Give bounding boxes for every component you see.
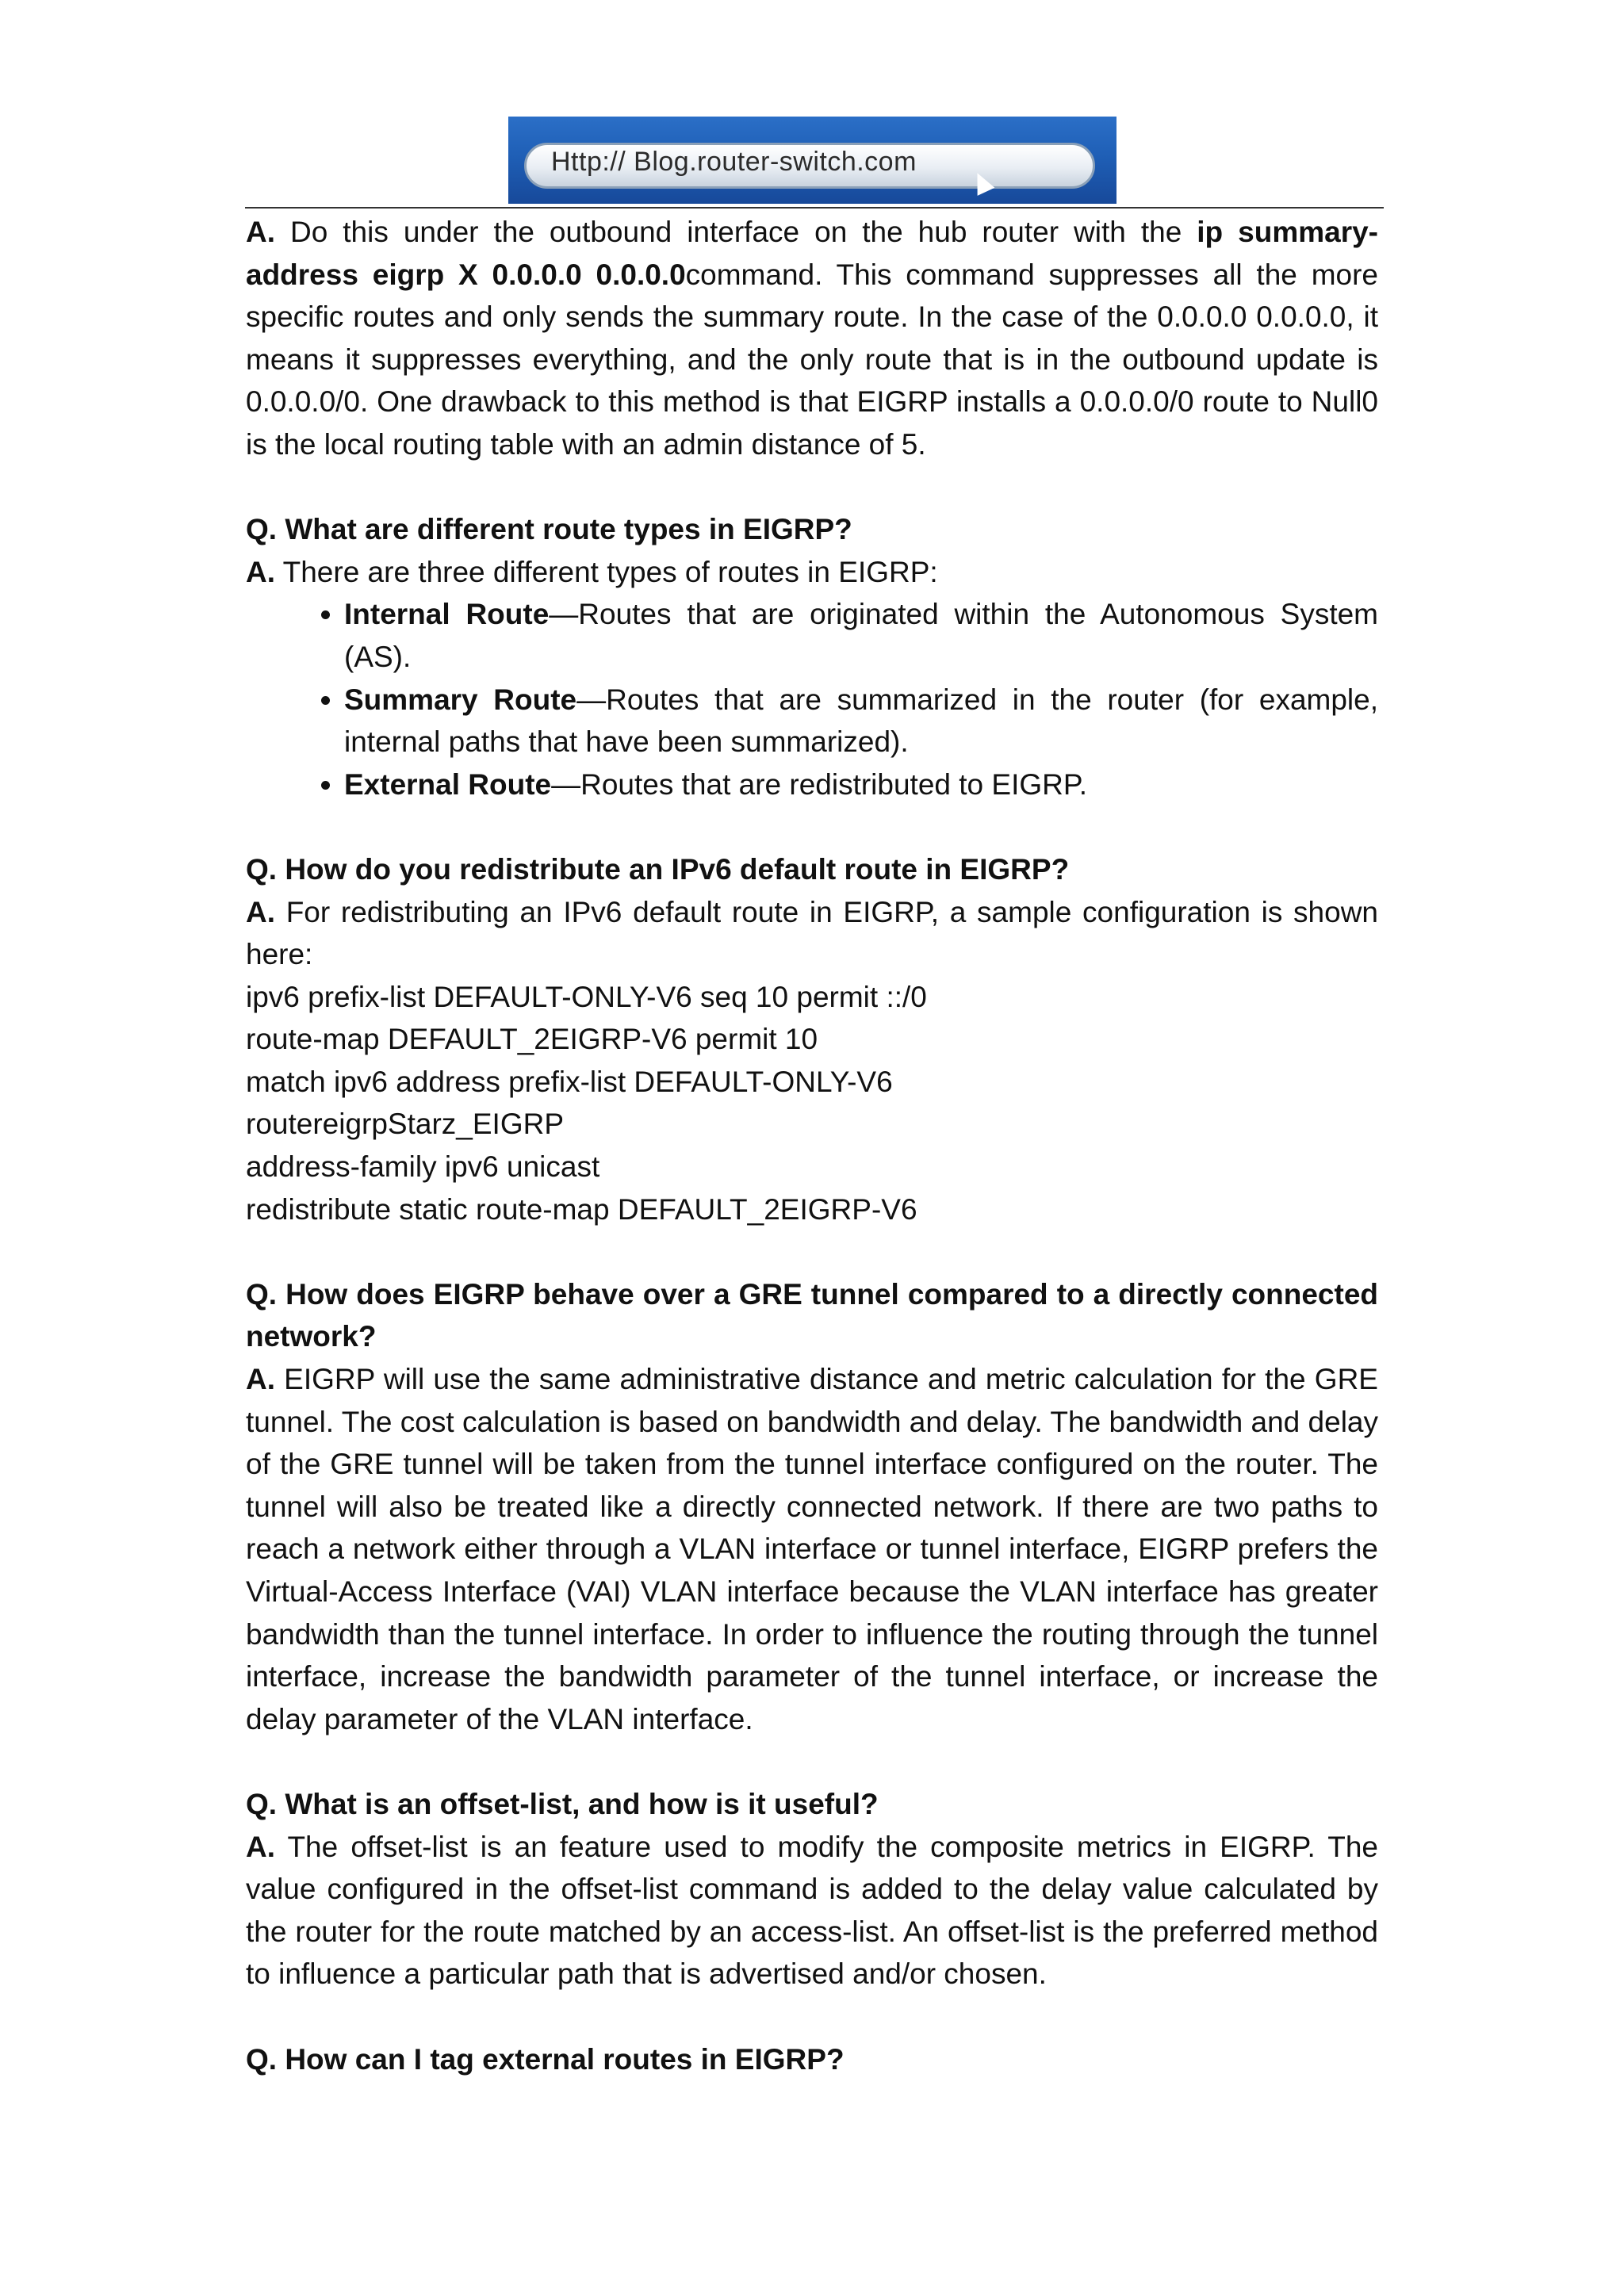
intro-text-1: Do this under the outbound interface on the hub router with the — [275, 216, 1197, 248]
config-line: match ipv6 address prefix-list DEFAULT-ONLY-V6 — [246, 1065, 893, 1098]
question-ipv6-default: Q. How do you redistribute an IPv6 default route in EIGRP? — [246, 852, 1070, 886]
header-rule — [245, 207, 1384, 209]
list-item: • Summary Route—Routes that are summarized in the router (for example, internal paths that have been summarized). — [344, 679, 1378, 763]
banner-url-text: Http:// Blog.router-switch.com — [551, 147, 917, 177]
blog-banner — [508, 117, 1116, 204]
answer-ipv6-default: A. For redistributing an IPv6 default route in EIGRP, a sample configuration is shown here: — [246, 895, 1378, 971]
answer-gre: A. EIGRP will use the same administrative distance and metric calculation for the GRE tunnel. The cost calculation is based on bandwidth and delay. The bandwidth and delay of the GRE tunnel will be taken from the tunnel interface configured on the router. The tunnel will also be treated like a directly connected network. If there are two paths to reach a network either through a VLAN interface or tunnel interface, EIGRP prefers the Virtual-Access Interface (VAI) VLAN interface because the VLAN interface has greater bandwidth than the tunnel interface. In order to influence the routing through the tunnel interface, increase the bandwidth parameter of the tunnel interface, or increase the delay parameter of the VLAN interface. — [246, 1363, 1378, 1735]
question-gre: Q. How does EIGRP behave over a GRE tunnel compared to a directly connected network? — [246, 1277, 1378, 1353]
config-line: redistribute static route-map DEFAULT_2EIGRP-V6 — [246, 1192, 917, 1226]
config-line: route-map DEFAULT_2EIGRP-V6 permit 10 — [246, 1023, 818, 1056]
question-offset-list: Q. What is an offset-list, and how is it useful? — [246, 1787, 879, 1820]
intro-text-2: command. This command suppresses all the more specific routes and only sends the summary route. In the case of the 0.0.0.0 0.0.0.0, it means it suppresses everything, and the only route that is in the outbound update is 0.0.0.0/0. One drawback to this method is that EIGRP installs a 0.0.0.0/0 route to Null0 is the local routing table with an admin distance of 5. — [246, 258, 1378, 461]
intro-command: ip summary-address eigrp X 0.0.0.0 0.0.0.0 — [246, 216, 1379, 291]
config-line: address-family ipv6 unicast — [246, 1150, 600, 1184]
route-types-list — [246, 593, 1378, 806]
list-item: • External Route—Routes that are redistributed to EIGRP. — [344, 763, 1378, 806]
answer-route-types: A. There are three different types of routes in EIGRP: — [246, 555, 938, 588]
intro-answer — [246, 211, 1378, 466]
list-item: • Internal Route—Routes that are originated within the Autonomous System (AS). — [344, 593, 1378, 678]
document-body — [246, 211, 1378, 2080]
question-tag-external: Q. How can I tag external routes in EIGRP? — [246, 2042, 845, 2076]
answer-label: A. — [246, 216, 275, 248]
question-route-types: Q. What are different route types in EIGRP? — [246, 513, 852, 546]
config-line: ipv6 prefix-list DEFAULT-ONLY-V6 seq 10 permit ::/0 — [246, 980, 927, 1013]
config-line: routereigrpStarz_EIGRP — [246, 1108, 565, 1141]
answer-offset-list: A. The offset-list is an feature used to modify the composite metrics in EIGRP. The value configured in the offset-list command is added to the delay value calculated by the router for the route matched by an access-list. An offset-list is the preferred method to influence a particular path that is advertised and/or chosen. — [246, 1830, 1378, 1991]
